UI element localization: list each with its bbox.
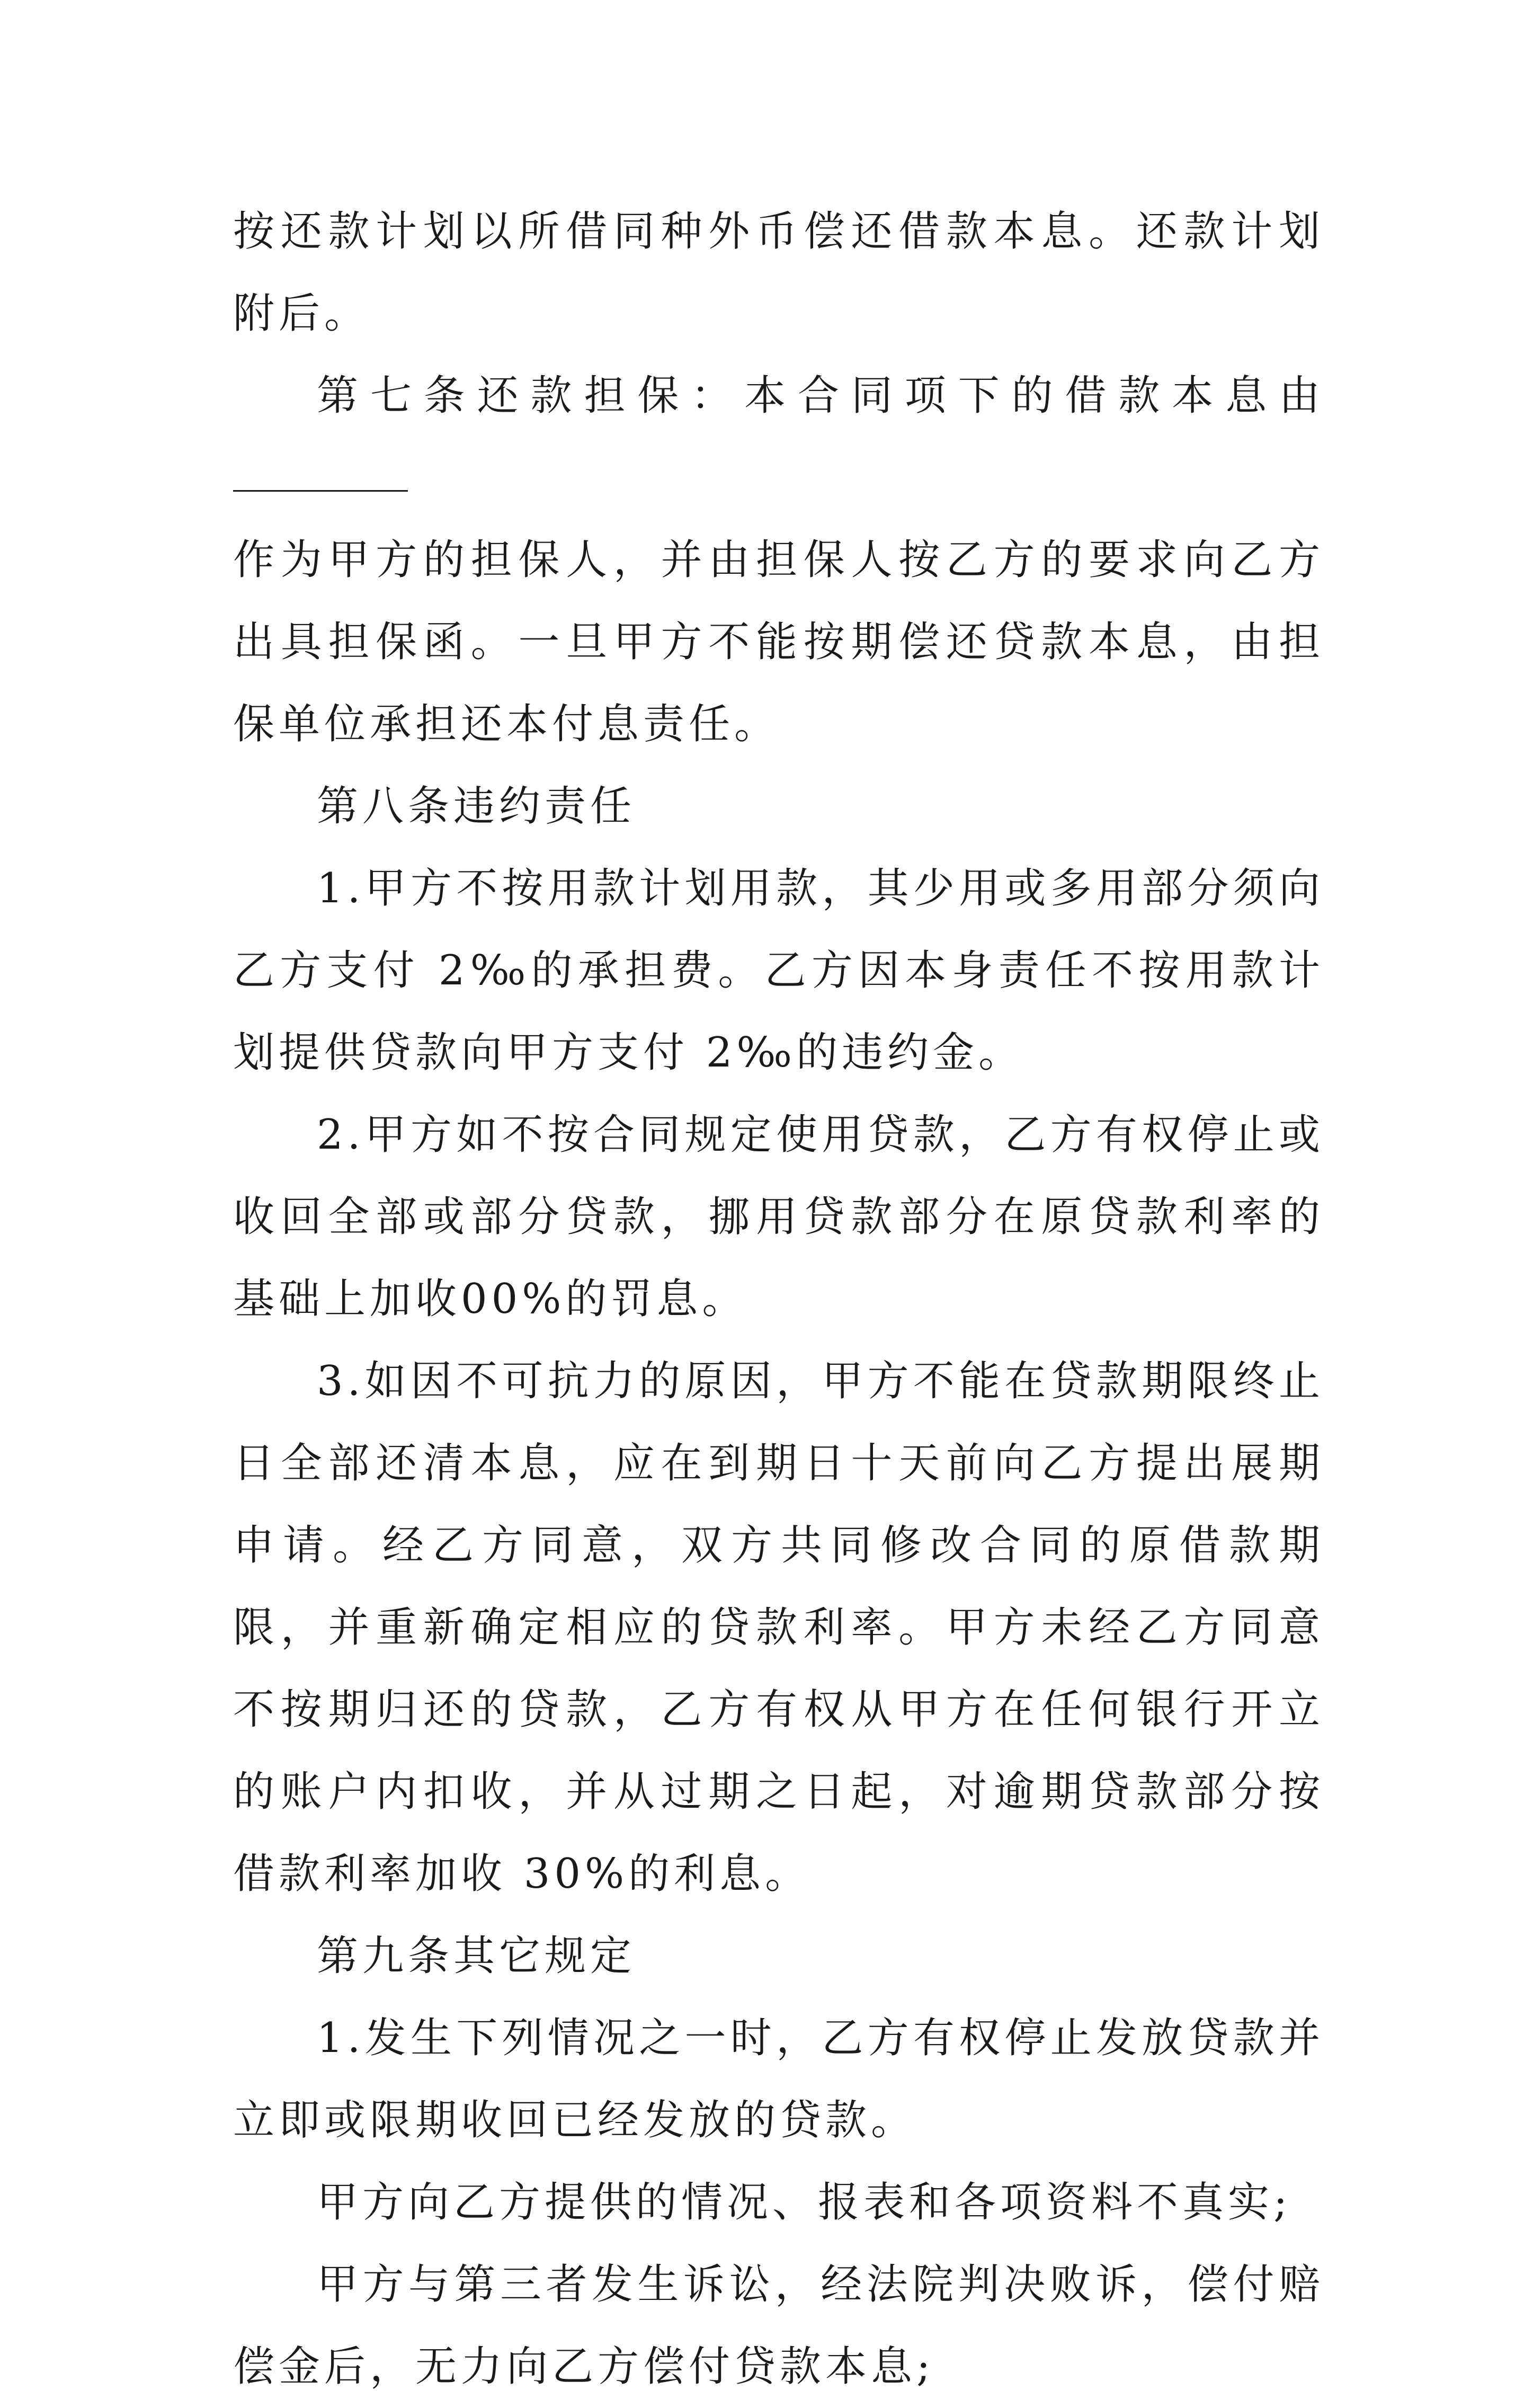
paragraph-condition-litigation [233,2244,1324,2408]
heading-article-9 [233,1915,1324,1997]
document-body [233,191,1324,2408]
paragraph-text: 甲方向乙方提供的情况、报表和各项资料不真实; [317,2179,1292,2226]
paragraph-article-8-item-1 [233,848,1324,1094]
paragraph-article-7 [233,355,1324,519]
paragraph-repayment-plan [233,191,1324,355]
paragraph-article-8-item-2 [233,1094,1324,1340]
paragraph-text: 按还款计划以所借同种外币偿还借款本息。还款计划附后。 [233,208,1324,337]
paragraph-text: 3.如因不可抗力的原因，甲方不能在贷款期限终止日全部还清本息，应在到期日十天前向乙方提出展期申请。经乙方同意，双方共同修改合同的原借款期限，并重新确定相应的贷款利率。甲方未经乙方同意不按期归还的贷款，乙方有权从甲方在任何银行开立的账户内扣收，并从过期之日起，对逾期贷款部分按借款利率加收 30%的利息。 [233,1357,1324,1898]
paragraph-article-8-item-3 [233,1340,1324,1915]
paragraph-text: 第八条违约责任 [317,783,636,830]
paragraph-text: 第七条还款担保：本合同项下的借款本息由 [317,372,1324,420]
paragraph-text: 1.甲方不按用款计划用款，其少用或多用部分须向乙方支付 2‰的承担费。乙方因本身责任不按用款计划提供贷款向甲方支付 2‰的违约金。 [233,865,1324,1077]
paragraph-article-9-item-1 [233,1997,1324,2162]
paragraph-text: 1.发生下列情况之一时，乙方有权停止发放贷款并立即或限期收回已经发放的贷款。 [233,2014,1324,2144]
paragraph-text: 2.甲方如不按合同规定使用贷款，乙方有权停止或收回全部或部分贷款，挪用贷款部分在原贷款利率的基础上加收00%的罚息。 [233,1111,1324,1323]
paragraph-text: 甲方与第三者发生诉讼，经法院判决败诉，偿付赔偿金后，无力向乙方偿付贷款本息; [233,2261,1324,2391]
paragraph-condition-false-info [233,2162,1324,2244]
paragraph-guarantor [233,519,1324,766]
paragraph-text: 第九条其它规定 [317,1932,636,1980]
heading-article-8 [233,766,1324,848]
fill-in-blank [233,458,408,492]
paragraph-text: 作为甲方的担保人，并由担保人按乙方的要求向乙方出具担保函。一旦甲方不能按期偿还贷款本息，由担保单位承担还本付息责任。 [233,536,1324,748]
